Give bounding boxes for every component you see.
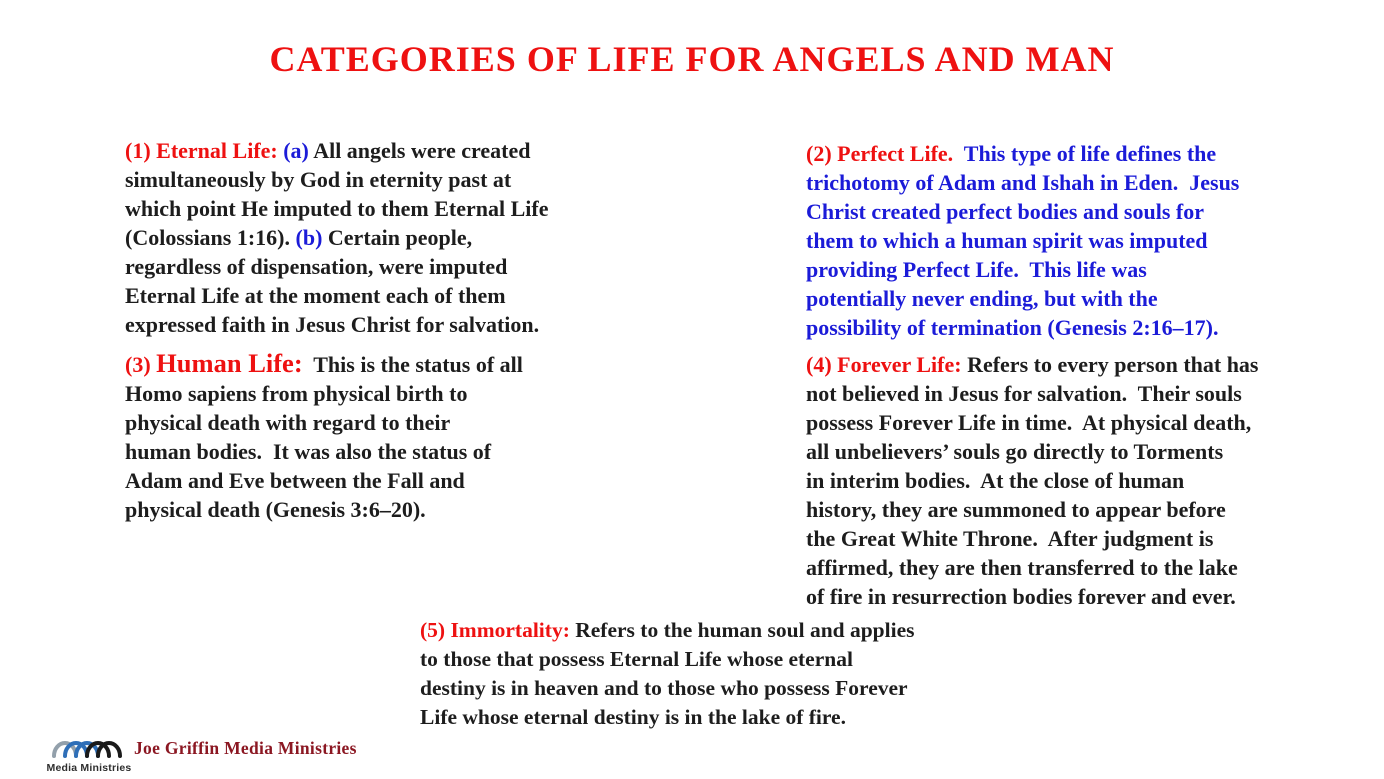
text-line: destiny is in heaven and to those who possess Forever [420, 676, 908, 700]
text-line: providing Perfect Life. This life was [806, 257, 1147, 282]
text-line: history, they are summoned to appear before [806, 497, 1226, 522]
text-line: (4) Forever Life: Refers to every person that has [806, 352, 1259, 377]
text-line: (1) Eternal Life: (a) All angels were created [125, 138, 531, 163]
text-line: possibility of termination (Genesis 2:16–17). [806, 315, 1219, 340]
text-line: (Colossians 1:16). (b) Certain people, [125, 225, 473, 250]
paragraph-perfect-life [806, 139, 1239, 342]
text-line: human bodies. It was also the status of [125, 439, 492, 464]
footer [0, 718, 1384, 779]
text-line: of fire in resurrection bodies forever and ever. [806, 584, 1236, 609]
media-ministries-logo [46, 722, 132, 774]
text-line: which point He imputed to them Eternal Life [125, 196, 549, 221]
text-line: the Great White Throne. After judgment is [806, 526, 1214, 551]
text-line: Christ created perfect bodies and souls for [806, 199, 1204, 224]
text-line: affirmed, they are then transferred to the lake [806, 555, 1238, 580]
wave-arcs-icon [52, 724, 126, 764]
paragraph-forever-life [806, 350, 1259, 611]
text-line: expressed faith in Jesus Christ for salvation. [125, 312, 540, 337]
text-line: potentially never ending, but with the [806, 286, 1158, 311]
text-line: (5) Immortality: Refers to the human soul and applies [420, 618, 915, 642]
paragraph-eternal-life [125, 136, 549, 339]
text-line: them to which a human spirit was imputed [806, 228, 1208, 253]
text-line: possess Forever Life in time. At physical death, [806, 410, 1252, 435]
text-line: to those that possess Eternal Life whose eternal [420, 647, 853, 671]
text-line: Eternal Life at the moment each of them [125, 283, 506, 308]
text-line: regardless of dispensation, were imputed [125, 254, 508, 279]
text-line: (2) Perfect Life. This type of life defines the [806, 141, 1217, 166]
text-line: (3) Human Life: This is the status of all [125, 348, 523, 378]
text-line: Adam and Eve between the Fall and [125, 468, 465, 493]
text-line: not believed in Jesus for salvation. Their souls [806, 381, 1242, 406]
brand-text: Joe Griffin Media Ministries [134, 738, 357, 758]
text-line: in interim bodies. At the close of human [806, 468, 1185, 493]
paragraph-immortality [420, 616, 915, 732]
text-line: Homo sapiens from physical birth to [125, 381, 468, 406]
text-line: physical death with regard to their [125, 410, 451, 435]
logo-label: Media Ministries [46, 762, 132, 774]
slide-title: CATEGORIES OF LIFE FOR ANGELS AND MAN [269, 39, 1115, 79]
text-line: all unbelievers’ souls go directly to Torments [806, 439, 1224, 464]
text-line: Life whose eternal destiny is in the lake of fire. [420, 705, 846, 729]
text-line: simultaneously by God in eternity past at [125, 167, 512, 192]
text-line: physical death (Genesis 3:6–20). [125, 497, 426, 522]
paragraph-human-life [125, 349, 523, 524]
text-line: trichotomy of Adam and Ishah in Eden. Jesus [806, 170, 1240, 195]
